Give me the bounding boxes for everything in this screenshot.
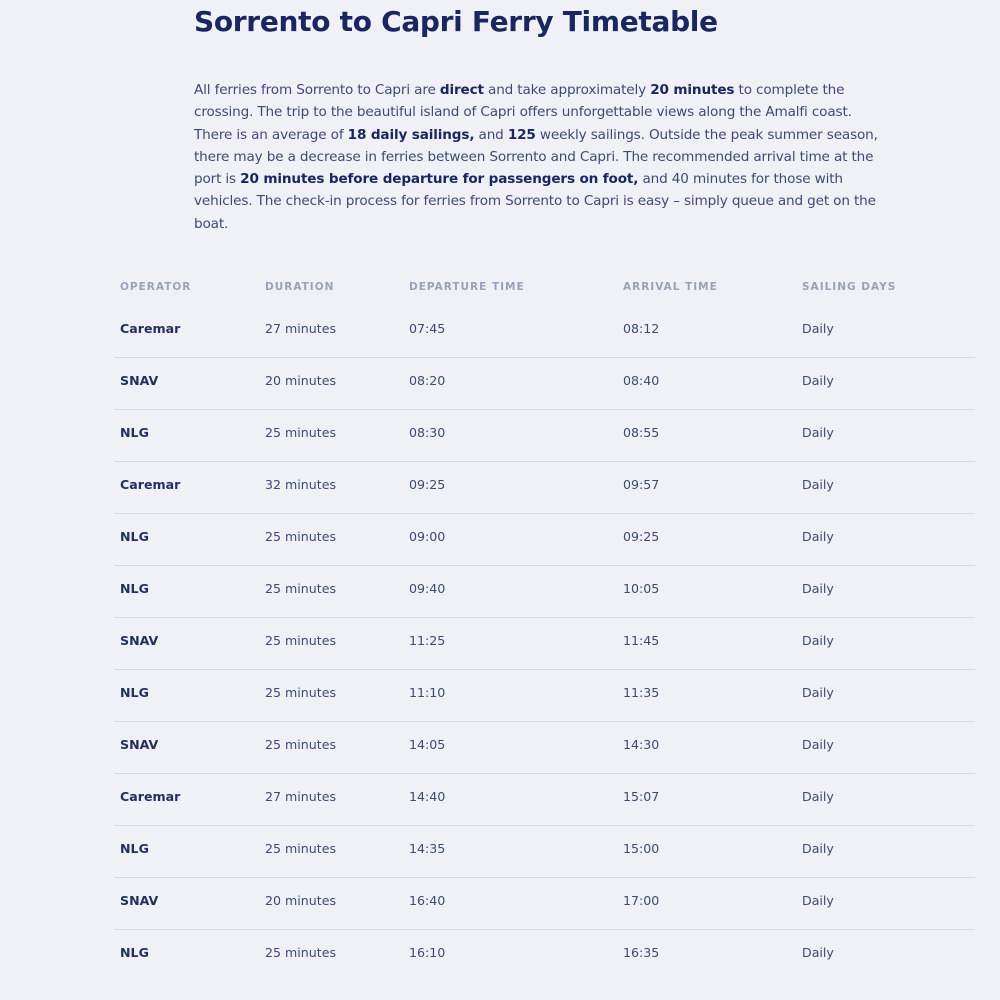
arrival-time-cell: 16:35 (623, 945, 660, 960)
intro-text: to complete the crossing. The trip to the beautiful island of Capri offers unforgettable views along the Amalfi coast. There is an average of (194, 82, 852, 143)
intro-paragraph (194, 79, 894, 235)
operator-cell: NLG (120, 841, 149, 856)
sailing-days-cell: Daily (802, 737, 834, 752)
intro-highlight: direct (439, 82, 484, 98)
intro-text: and take approximately (483, 82, 651, 98)
operator-cell: NLG (120, 529, 149, 544)
operator-cell: SNAV (120, 893, 159, 908)
ferry-timetable (114, 270, 975, 981)
departure-time-cell: 09:25 (409, 477, 446, 492)
header-duration: DURATION (265, 281, 335, 293)
arrival-time-cell: 08:55 (623, 425, 660, 440)
intro-text: and 40 minutes for those with vehicles. The check-in process for ferries from Sorrento to Capri is easy – simply queue and get on the boat. (194, 171, 876, 232)
table-header-row (114, 270, 975, 306)
page-title: Sorrento to Capri Ferry Timetable (194, 5, 718, 38)
table-row (114, 410, 975, 462)
table-row (114, 670, 975, 722)
duration-cell: 25 minutes (265, 945, 337, 960)
operator-cell: NLG (120, 425, 149, 440)
table-row (114, 514, 975, 566)
table-row (114, 722, 975, 774)
operator-cell: SNAV (120, 633, 159, 648)
duration-cell: 25 minutes (265, 633, 337, 648)
sailing-days-cell: Daily (802, 581, 834, 596)
intro-highlight: 18 daily sailings, (347, 126, 475, 143)
intro-text: All ferries from Sorrento to Capri are (194, 82, 440, 98)
header-sailing-days: SAILING DAYS (802, 281, 897, 293)
sailing-days-cell: Daily (802, 529, 834, 544)
operator-cell: Caremar (120, 789, 181, 804)
arrival-time-cell: 15:00 (623, 841, 660, 856)
duration-cell: 25 minutes (265, 737, 337, 752)
arrival-time-cell: 15:07 (623, 789, 660, 804)
duration-cell: 25 minutes (265, 841, 337, 856)
duration-cell: 27 minutes (265, 321, 337, 336)
operator-cell: NLG (120, 581, 149, 596)
duration-cell: 25 minutes (265, 581, 337, 596)
departure-time-cell: 14:35 (409, 841, 446, 856)
departure-time-cell: 09:00 (409, 529, 446, 544)
sailing-days-cell: Daily (802, 685, 834, 700)
departure-time-cell: 09:40 (409, 581, 446, 596)
sailing-days-cell: Daily (802, 373, 834, 388)
arrival-time-cell: 17:00 (623, 893, 660, 908)
sailing-days-cell: Daily (802, 321, 834, 336)
arrival-time-cell: 09:57 (623, 477, 660, 492)
departure-time-cell: 14:40 (409, 789, 446, 804)
intro-highlight: 20 minutes (650, 82, 735, 98)
departure-time-cell: 11:25 (409, 633, 446, 648)
operator-cell: Caremar (120, 477, 181, 492)
sailing-days-cell: Daily (802, 425, 834, 440)
table-row (114, 930, 975, 981)
table-row (114, 618, 975, 670)
table-row (114, 358, 975, 410)
intro-text: weekly sailings. Outside the peak summer season, there may be a decrease in ferries between Sorrento and Capri. The recommended arrival time at the port is (194, 126, 878, 188)
sailing-days-cell: Daily (802, 893, 834, 908)
operator-cell: SNAV (120, 737, 159, 752)
table-row (114, 462, 975, 514)
table-row (114, 878, 975, 930)
table-row (114, 826, 975, 878)
operator-cell: NLG (120, 945, 149, 960)
departure-time-cell: 16:40 (409, 893, 446, 908)
arrival-time-cell: 14:30 (623, 737, 660, 752)
departure-time-cell: 08:30 (409, 425, 446, 440)
table-row (114, 566, 975, 618)
duration-cell: 25 minutes (265, 529, 337, 544)
intro-highlight: 20 minutes before departure for passengers on foot, (240, 171, 639, 188)
duration-cell: 32 minutes (265, 477, 337, 492)
intro-text: and (474, 126, 508, 143)
intro-highlight: 125 (507, 126, 536, 143)
arrival-time-cell: 10:05 (623, 581, 660, 596)
departure-time-cell: 14:05 (409, 737, 446, 752)
duration-cell: 20 minutes (265, 373, 337, 388)
sailing-days-cell: Daily (802, 477, 834, 492)
arrival-time-cell: 08:12 (623, 321, 660, 336)
header-operator: OPERATOR (120, 281, 192, 293)
arrival-time-cell: 09:25 (623, 529, 660, 544)
operator-cell: Caremar (120, 321, 181, 336)
header-departure-time: DEPARTURE TIME (409, 281, 525, 293)
departure-time-cell: 07:45 (409, 321, 446, 336)
arrival-time-cell: 11:45 (623, 633, 660, 648)
duration-cell: 25 minutes (265, 685, 337, 700)
duration-cell: 27 minutes (265, 789, 337, 804)
table-row (114, 306, 975, 358)
departure-time-cell: 16:10 (409, 945, 446, 960)
table-row (114, 774, 975, 826)
sailing-days-cell: Daily (802, 841, 834, 856)
sailing-days-cell: Daily (802, 945, 834, 960)
table-body (114, 306, 975, 981)
arrival-time-cell: 11:35 (623, 685, 660, 700)
arrival-time-cell: 08:40 (623, 373, 660, 388)
departure-time-cell: 11:10 (409, 685, 446, 700)
operator-cell: NLG (120, 685, 149, 700)
duration-cell: 20 minutes (265, 893, 337, 908)
duration-cell: 25 minutes (265, 425, 337, 440)
sailing-days-cell: Daily (802, 633, 834, 648)
header-arrival-time: ARRIVAL TIME (623, 281, 718, 293)
operator-cell: SNAV (120, 373, 159, 388)
sailing-days-cell: Daily (802, 789, 834, 804)
departure-time-cell: 08:20 (409, 373, 446, 388)
